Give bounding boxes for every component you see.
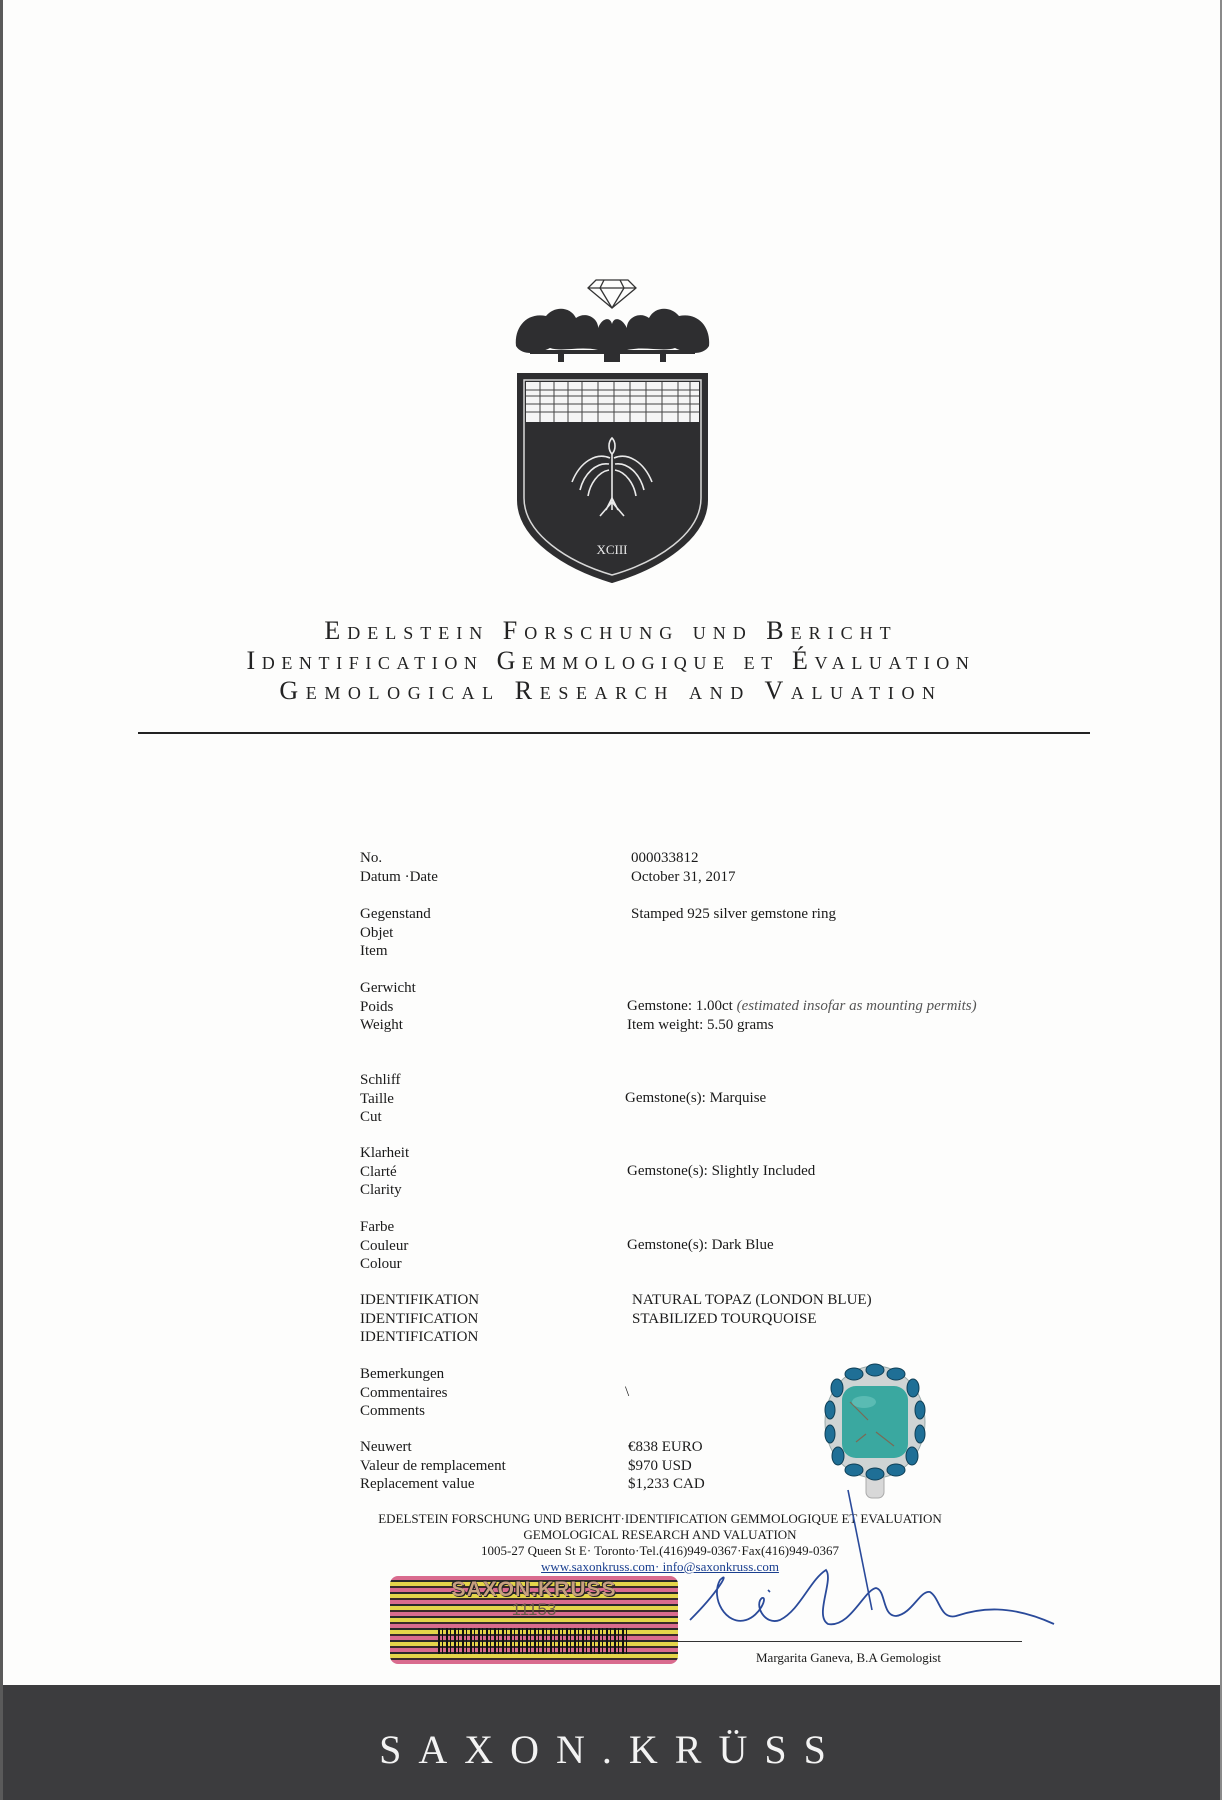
item-value: Stamped 925 silver gemstone ring <box>631 906 836 922</box>
mantling-ornament <box>516 309 709 362</box>
company-address-block: EDELSTEIN FORSCHUNG UND BERICHT·IDENTIFICATION GEMMOLOGIQUE ET EVALUATION GEMOLOGICAL RESEARCH AND VALUATION 1005-27 Queen St E· Toronto·Tel.(416)949-0367·Fax(416)949-0367 www.saxonkruss.com· info@saxonkruss.com <box>340 1511 980 1575</box>
signer-name: Margarita Ganeva, B.A Gemologist <box>756 1650 941 1665</box>
hologram-sticker <box>390 1576 678 1664</box>
number-label: No. <box>360 850 383 866</box>
date-value: October 31, 2017 <box>631 869 736 885</box>
page-edge-left <box>0 0 3 1800</box>
colour-labels: Farbe Couleur Colour <box>360 1219 409 1272</box>
title-german: Edelstein Forschung und Bericht <box>324 616 898 645</box>
identification-labels: IDENTIFIKATION IDENTIFICATION IDENTIFICATION <box>360 1292 480 1345</box>
identification-values: NATURAL TOPAZ (LONDON BLUE) STABILIZED TOURQUOISE <box>632 1292 872 1327</box>
value-labels: Neuwert Valeur de remplacement Replacement value <box>360 1439 506 1492</box>
comments-value: \ <box>625 1384 630 1400</box>
crest-numeral: XCIII <box>596 542 628 557</box>
weight-values: Gemstone: 1.00ct (estimated insofar as mounting permits) Item weight: 5.50 grams <box>627 998 977 1033</box>
cut-labels: Schliff Taille Cut <box>360 1072 401 1125</box>
comments-labels: Bemerkungen Commentaires Comments <box>360 1366 448 1419</box>
plaid-chief <box>526 382 699 422</box>
clarity-value: Gemstone(s): Slightly Included <box>627 1163 816 1179</box>
colour-value: Gemstone(s): Dark Blue <box>627 1237 774 1253</box>
brand-name: SAXON.KRÜSS <box>379 1727 843 1772</box>
clarity-labels: Klarheit Clarté Clarity <box>360 1145 410 1198</box>
coat-of-arms-logo <box>510 276 715 588</box>
date-label: Datum ·Date <box>360 869 438 885</box>
title-french: Identification Gemmologique et Évaluation <box>246 646 976 675</box>
number-value: 000033812 <box>631 850 699 866</box>
signature-line <box>678 1641 1022 1642</box>
item-labels: Gegenstand Objet Item <box>360 906 431 959</box>
signature-graphic <box>650 1420 1070 1640</box>
cut-value: Gemstone(s): Marquise <box>625 1090 767 1106</box>
company-links[interactable]: www.saxonkruss.com· info@saxonkruss.com <box>541 1559 779 1574</box>
hologram-serial: 11153 <box>511 1600 557 1619</box>
diamond-icon <box>588 280 636 308</box>
hologram-brand: SAXON.KRUSS <box>451 1578 617 1601</box>
weight-labels: Gerwicht Poids Weight <box>360 980 416 1033</box>
title-english: Gemological Research and Valuation <box>279 676 943 705</box>
barcode-graphic <box>438 1628 628 1654</box>
value-values: €838 EURO $970 USD $1,233 CAD <box>628 1439 705 1492</box>
weight-note: (estimated insofar as mounting permits) <box>736 998 977 1014</box>
header-divider <box>138 732 1090 734</box>
